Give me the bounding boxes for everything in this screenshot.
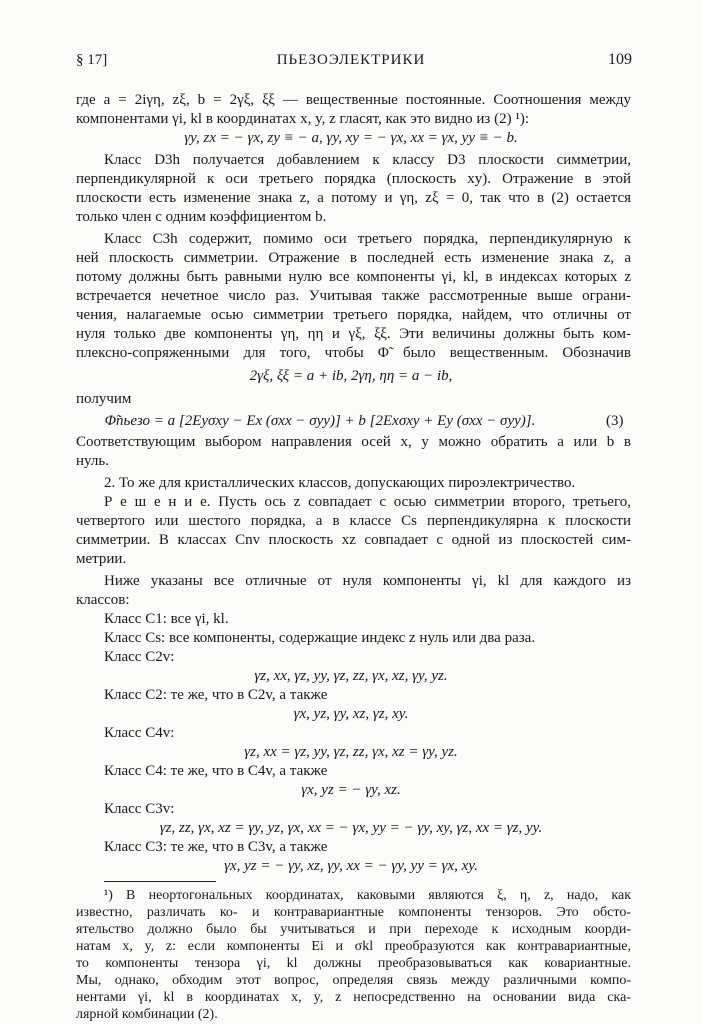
text-line: встречается нечетное число раз. Учитывая также рассмотренные выше ограни-	[76, 288, 631, 304]
text-line: чения, налагаемые осью симметрии третьего порядка, найдем, что отличны от	[76, 307, 631, 323]
class-c3: Класс C3: те же, что в C3v, а также	[104, 839, 328, 855]
footnote-line: то компоненты тензора γi, kl должны преобразовываться как ковариантные.	[76, 956, 631, 971]
equation: γx, yz = − γy, xz.	[301, 782, 401, 798]
footnote-line: известно, различать ко- и контравариантные компоненты тензоров. Это обсто-	[76, 905, 631, 920]
text-line: где a = 2iγη, zξ, b = 2γξ, ξξ — вещественные постоянные. Соотношения между	[76, 92, 631, 108]
text-line: нуля только две компоненты γη, ηη и γξ, ξξ. Эти величины должны быть ком-	[76, 326, 631, 342]
text-line: классов:	[76, 592, 130, 608]
footnote-line: ятельство должно было бы учитываться и при переходе к исходным коорди-	[76, 922, 631, 937]
text-line: получим	[76, 391, 132, 407]
footnote-line: лярной комбинации (2).	[76, 1007, 218, 1022]
text-line: плоскости есть изменение знака z, а потому и γη, zξ = 0, так что в (2) остается	[76, 190, 631, 206]
class-c4: Класс C4: те же, что в C4v, а также	[104, 763, 328, 779]
equation: γx, yz = − γy, xz, γy, xx = − γy, yy = γx, xy.	[224, 858, 478, 874]
text-line: ней плоскость симметрии. Отражение в последней есть изменение знака z, а	[76, 250, 631, 266]
footnote-line: натам x, y, z: если компоненты Ei и σkl преобразуются как контравариантные,	[76, 939, 631, 954]
class-c2v: Класс C2v:	[104, 649, 175, 665]
equation: γz, zz, γx, xz = γy, yz, γx, xx = − γx, yy = − γy, xy, γz, xx = γz, yy.	[159, 820, 543, 836]
equation: γz, xx, γz, yy, γz, zz, γx, xz, γy, yz.	[254, 668, 448, 684]
text-line: Соответствующим выбором направления осей x, y можно обратить a или b в	[76, 434, 631, 450]
text-line: четвертого или шестого порядка, а в классе Cs перпендикулярна к плоскости	[76, 513, 631, 529]
page-number: 109	[608, 51, 632, 68]
text-line: только член с одним коэффициентом b.	[76, 209, 327, 225]
text-line: потому должны быть равными нулю все компоненты γi, kl, в индексах которых z	[76, 269, 631, 285]
equation: γx, yz, γy, xz, γz, xy.	[293, 706, 409, 722]
text-line: симметрии. В классах Cnv плоскость xz совпадает с одной из плоскостей сим-	[76, 532, 631, 548]
text-line: Класс C3h содержит, помимо оси третьего порядка, перпендикулярную к	[104, 231, 631, 247]
text-line: Класс D3h получается добавлением к классу D3 плоскости симметрии,	[104, 152, 631, 168]
equation-number: (3)	[606, 413, 624, 429]
class-c4v: Класс C4v:	[104, 725, 175, 741]
equation: 2γξ, ξξ = a + ib, 2γη, ηη = a − ib,	[249, 368, 453, 384]
text-line: Ниже указаны все отличные от нуля компоненты γi, kl для каждого из	[104, 573, 631, 589]
text-line: Р е ш е н и е. Пусть ось z совпадает с осью симметрии второго, третьего,	[104, 494, 631, 510]
class-c2: Класс C2: те же, что в C2v, а также	[104, 687, 328, 703]
equation: γy, zx = − γx, zy ≡ − a, γy, xy = − γx, xx = γx, yy ≡ − b.	[184, 130, 518, 146]
problem-statement: 2. То же для кристаллических классов, допускающих пироэлектричество.	[104, 475, 576, 491]
footnote-line: Мы, однако, обходим этот вопрос, определяя связь между различными компо-	[76, 973, 631, 988]
equation-3: Φ̃пьезо = a [2Eyσxy − Ex (σxx − σyy)] + b [2Exσxy + Ey (σxx − σyy)].	[104, 413, 536, 429]
running-title: ПЬЕЗОЭЛЕКТРИКИ	[276, 52, 426, 68]
footnote-line: ¹) В неортогональных координатах, каковыми являются ξ, η, z, надо, как	[104, 888, 631, 903]
text-line: нуль.	[76, 453, 109, 469]
text-line: плексно-сопряженными для того, чтобы Φ̃ было вещественным. Обозначив	[76, 345, 631, 361]
text-line: компонентами γi, kl в координатах x, y, z гласят, как это видно из (2) ¹):	[76, 111, 529, 127]
text-line: перпендикулярной к оси третьего порядка (плоскость xy). Отражение в этой	[76, 171, 631, 187]
footnote-line: нентами γi, kl в координатах x, y, z непосредственно на основании вида ска-	[76, 990, 631, 1005]
text-line: метрии.	[76, 551, 127, 567]
class-c3v: Класс C3v:	[104, 801, 175, 817]
class-cs: Класс Cs: все компоненты, содержащие индекс z нуль или два раза.	[104, 630, 536, 646]
class-c1: Класс C1: все γi, kl.	[104, 611, 229, 627]
footnote-rule	[104, 881, 216, 882]
section-marker: § 17]	[76, 52, 108, 68]
equation: γz, xx = γz, yy, γz, zz, γx, xz = γy, yz.	[244, 744, 458, 760]
